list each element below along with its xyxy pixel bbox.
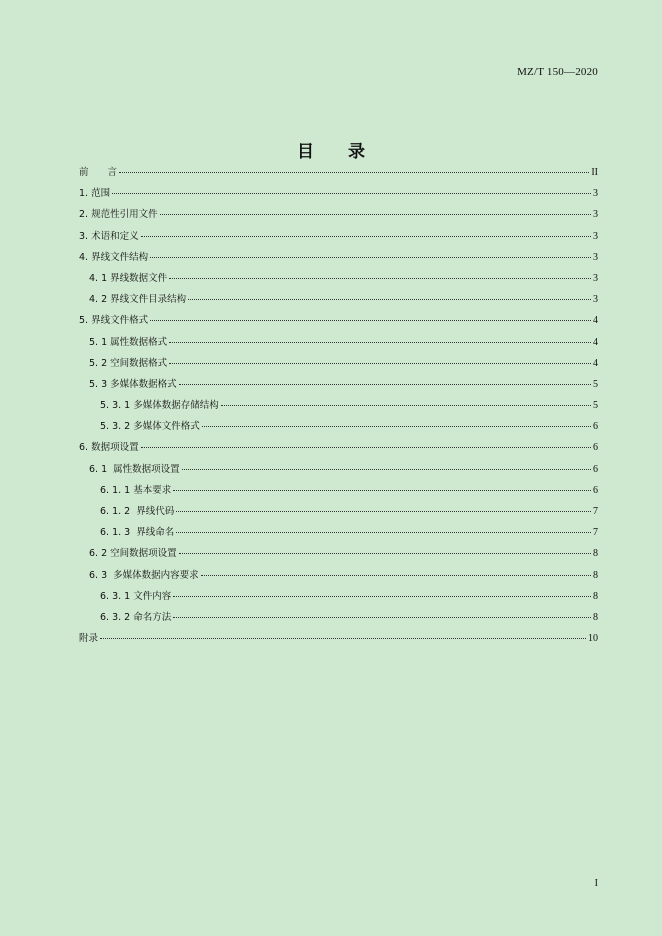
toc-entry-label: 4. 2 界线文件目录结构 bbox=[89, 294, 187, 306]
toc-entry-page: 3 bbox=[593, 188, 598, 200]
toc-dot-leader bbox=[173, 617, 591, 618]
toc-dot-leader bbox=[221, 405, 591, 406]
toc-dot-leader bbox=[100, 638, 586, 639]
toc-entry[interactable] bbox=[79, 166, 598, 187]
toc-dot-leader bbox=[119, 172, 589, 173]
toc-entry[interactable] bbox=[79, 441, 598, 462]
toc-entry-label: 6. 1. 1 基本要求 bbox=[100, 484, 172, 496]
toc-entry[interactable] bbox=[79, 187, 598, 208]
toc-entry[interactable] bbox=[79, 547, 598, 568]
page-title: 目 录 bbox=[297, 142, 379, 162]
toc-dot-leader bbox=[179, 553, 591, 554]
toc-entry[interactable] bbox=[79, 314, 598, 335]
toc-entry-label: 5. 2 空间数据格式 bbox=[89, 357, 168, 369]
toc-dot-leader bbox=[201, 575, 591, 576]
toc-entry-label: 6. 3. 1 文件内容 bbox=[100, 590, 172, 602]
toc-entry[interactable] bbox=[79, 336, 598, 357]
toc-dot-leader bbox=[112, 193, 591, 194]
toc-entry[interactable] bbox=[79, 230, 598, 251]
toc-dot-leader bbox=[173, 596, 591, 597]
toc-dot-leader bbox=[176, 532, 591, 533]
toc-entry-page: 3 bbox=[593, 251, 598, 263]
toc-entry-page: 3 bbox=[593, 230, 598, 242]
toc-entry-label: 6. 3. 2 命名方法 bbox=[100, 611, 172, 623]
toc-entry-label: 6. 数据项设置 bbox=[79, 442, 139, 454]
toc-entry[interactable] bbox=[79, 293, 598, 314]
toc-dot-leader bbox=[179, 384, 591, 385]
toc-dot-leader bbox=[150, 320, 591, 321]
toc-entry[interactable] bbox=[79, 505, 598, 526]
toc-dot-leader bbox=[169, 342, 591, 343]
toc-entry[interactable] bbox=[79, 590, 598, 611]
toc-entry-label: 3. 术语和定义 bbox=[79, 230, 139, 242]
toc-entry-page: 3 bbox=[593, 294, 598, 306]
toc-entry-page: 8 bbox=[593, 548, 598, 560]
toc-entry-page: 5 bbox=[593, 378, 598, 390]
toc-entry-label: 6. 1. 3 界线命名 bbox=[100, 527, 175, 539]
toc-entry-label: 6. 2 空间数据项设置 bbox=[89, 548, 177, 560]
toc-entry-label: 6. 1. 2 界线代码 bbox=[100, 506, 175, 517]
table-of-contents bbox=[79, 166, 598, 653]
toc-entry-page: 6 bbox=[593, 421, 598, 433]
toc-entry[interactable] bbox=[79, 272, 598, 293]
toc-entry-label: 附录 bbox=[79, 633, 99, 645]
toc-dot-leader bbox=[173, 490, 591, 491]
toc-entry-page: 4 bbox=[593, 315, 598, 327]
toc-entry[interactable] bbox=[79, 569, 598, 590]
toc-entry-label: 5. 界线文件格式 bbox=[79, 315, 149, 327]
toc-entry-label: 6. 1 属性数据项设置 bbox=[89, 463, 180, 475]
toc-entry-page: 8 bbox=[593, 590, 598, 602]
toc-entry[interactable] bbox=[79, 251, 598, 272]
toc-dot-leader bbox=[188, 299, 591, 300]
toc-dot-leader bbox=[169, 278, 591, 279]
toc-dot-leader bbox=[141, 447, 591, 448]
toc-entry-page: 6 bbox=[593, 484, 598, 496]
toc-entry-label: 5. 3. 1 多媒体数据存储结构 bbox=[100, 400, 219, 412]
toc-entry[interactable] bbox=[79, 611, 598, 632]
toc-entry-label: 前 言 bbox=[79, 167, 118, 178]
toc-entry[interactable] bbox=[79, 208, 598, 229]
toc-entry[interactable] bbox=[79, 632, 598, 653]
toc-entry-page: 3 bbox=[593, 272, 598, 284]
toc-entry-label: 1. 范围 bbox=[79, 188, 111, 200]
toc-dot-leader bbox=[141, 236, 591, 237]
toc-entry-page: 6 bbox=[593, 442, 598, 454]
toc-entry-page: 7 bbox=[593, 506, 598, 517]
toc-entry-page: 8 bbox=[593, 569, 598, 581]
toc-dot-leader bbox=[169, 363, 591, 364]
toc-entry[interactable] bbox=[79, 420, 598, 441]
toc-entry-label: 5. 3. 2 多媒体文件格式 bbox=[100, 421, 200, 433]
toc-entry-label: 4. 1 界线数据文件 bbox=[89, 272, 168, 284]
toc-entry-page: 4 bbox=[593, 357, 598, 369]
page-number: I bbox=[594, 878, 598, 889]
toc-entry-page: 5 bbox=[593, 400, 598, 412]
toc-entry-page: 7 bbox=[593, 527, 598, 539]
toc-entry-label: 6. 3 多媒体数据内容要求 bbox=[89, 569, 199, 581]
toc-dot-leader bbox=[182, 469, 591, 470]
toc-entry[interactable] bbox=[79, 484, 598, 505]
toc-entry[interactable] bbox=[79, 463, 598, 484]
toc-entry-page: 4 bbox=[593, 336, 598, 348]
toc-dot-leader bbox=[160, 214, 591, 215]
toc-dot-leader bbox=[202, 426, 591, 427]
toc-entry[interactable] bbox=[79, 357, 598, 378]
toc-entry[interactable] bbox=[79, 399, 598, 420]
document-code: MZ/T 150—2020 bbox=[517, 66, 598, 78]
toc-dot-leader bbox=[150, 257, 591, 258]
toc-entry-page: 6 bbox=[593, 463, 598, 475]
toc-entry-label: 4. 界线文件结构 bbox=[79, 251, 149, 263]
toc-entry-page: 8 bbox=[593, 611, 598, 623]
toc-dot-leader bbox=[176, 511, 591, 512]
toc-entry-page: 3 bbox=[593, 209, 598, 221]
toc-entry[interactable] bbox=[79, 378, 598, 399]
toc-entry-label: 5. 3 多媒体数据格式 bbox=[89, 378, 177, 390]
toc-entry-label: 5. 1 属性数据格式 bbox=[89, 336, 168, 348]
toc-entry[interactable] bbox=[79, 526, 598, 547]
toc-entry-label: 2. 规范性引用文件 bbox=[79, 209, 158, 221]
toc-entry-page: 10 bbox=[588, 633, 598, 645]
toc-entry-page: II bbox=[591, 167, 598, 178]
